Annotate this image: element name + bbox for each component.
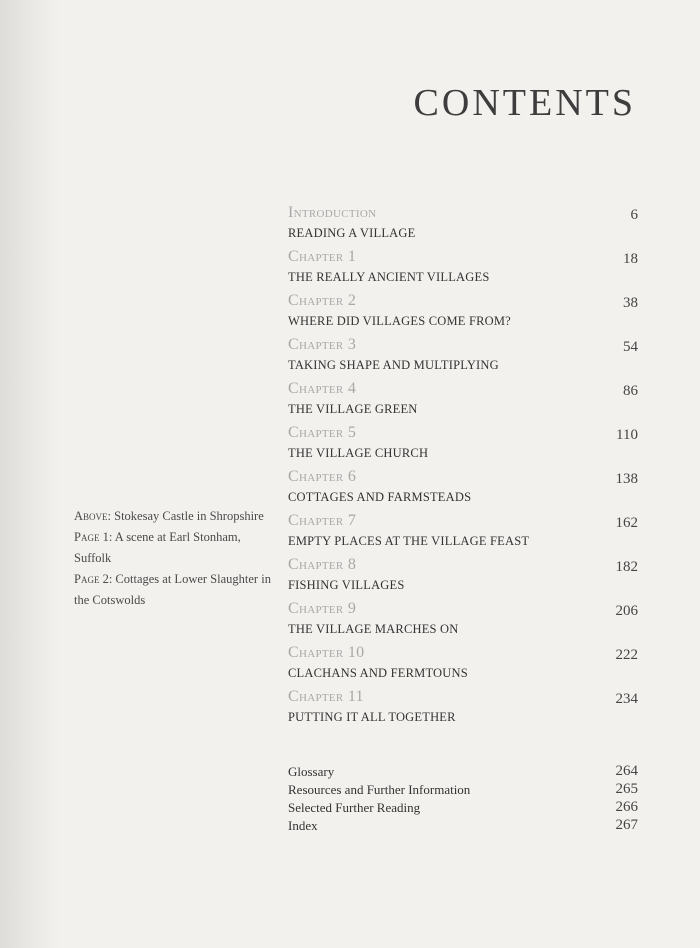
caption-above [74,506,274,527]
back-matter-list [288,764,638,836]
toc-page-number: 222 [615,647,638,663]
caption-label: Above: [74,509,111,523]
caption-page-2 [74,569,274,611]
backmatter-page-number: 265 [615,781,638,797]
toc-heading: Chapter 10 [288,644,365,661]
caption-text: Cottages at Lower Slaughter in the Cotswolds [74,572,271,607]
caption-text: A scene at Earl Stonham, Suffolk [74,530,241,565]
toc-heading: Chapter 1 [288,248,357,265]
toc-heading: Chapter 8 [288,556,357,573]
page-gutter-shadow [0,0,60,948]
toc-page-number: 110 [616,427,638,443]
toc-page-number: 162 [615,515,638,531]
table-of-contents [288,204,638,732]
toc-subtitle: EMPTY PLACES AT THE VILLAGE FEAST [288,534,530,548]
toc-page-number: 18 [623,251,638,267]
toc-subtitle: PUTTING IT ALL TOGETHER [288,710,456,724]
page-title: CONTENTS [413,82,636,125]
toc-entry-chapter-3[interactable] [288,336,638,380]
toc-page-number: 234 [615,691,638,707]
toc-page-number: 138 [615,471,638,487]
toc-entry-chapter-7[interactable] [288,512,638,556]
toc-subtitle: COTTAGES AND FARMSTEADS [288,490,472,504]
toc-subtitle: FISHING VILLAGES [288,578,405,592]
toc-subtitle: WHERE DID VILLAGES COME FROM? [288,314,511,328]
toc-entry-chapter-11[interactable] [288,688,638,732]
toc-subtitle: READING A VILLAGE [288,226,416,240]
toc-subtitle: THE VILLAGE MARCHES ON [288,622,459,636]
backmatter-label: Index [288,818,318,833]
toc-entry-chapter-2[interactable] [288,292,638,336]
toc-heading: Chapter 9 [288,600,357,617]
toc-heading: Chapter 7 [288,512,357,529]
backmatter-page-number: 264 [615,763,638,779]
toc-heading: Chapter 5 [288,424,357,441]
toc-subtitle: THE VILLAGE CHURCH [288,446,429,460]
toc-heading: Introduction [288,204,377,221]
toc-heading: Chapter 4 [288,380,357,397]
toc-entry-chapter-5[interactable] [288,424,638,468]
toc-page-number: 54 [623,339,638,355]
backmatter-page-number: 267 [615,817,638,833]
toc-subtitle: TAKING SHAPE AND MULTIPLYING [288,358,499,372]
toc-entry-chapter-8[interactable] [288,556,638,600]
backmatter-label: Glossary [288,764,335,779]
toc-heading: Chapter 11 [288,688,364,705]
toc-heading: Chapter 2 [288,292,357,309]
toc-entry-chapter-1[interactable] [288,248,638,292]
toc-page-number: 206 [615,603,638,619]
toc-subtitle: CLACHANS AND FERMTOUNS [288,666,468,680]
toc-heading: Chapter 6 [288,468,357,485]
caption-label: Page 2: [74,572,113,586]
backmatter-resources[interactable] [288,782,638,800]
toc-page-number: 86 [623,383,638,399]
toc-heading: Chapter 3 [288,336,357,353]
backmatter-label: Selected Further Reading [288,800,421,815]
backmatter-index[interactable] [288,818,638,836]
caption-label: Page 1: [74,530,113,544]
toc-subtitle: THE VILLAGE GREEN [288,402,418,416]
toc-page-number: 182 [615,559,638,575]
toc-entry-chapter-4[interactable] [288,380,638,424]
toc-page-number: 6 [630,207,638,223]
backmatter-further-reading[interactable] [288,800,638,818]
backmatter-glossary[interactable] [288,764,638,782]
toc-entry-introduction[interactable] [288,204,638,248]
caption-text: Stokesay Castle in Shropshire [111,509,264,523]
toc-entry-chapter-6[interactable] [288,468,638,512]
toc-subtitle: THE REALLY ANCIENT VILLAGES [288,270,490,284]
toc-entry-chapter-9[interactable] [288,600,638,644]
caption-page-1 [74,527,274,569]
toc-page-number: 38 [623,295,638,311]
toc-entry-chapter-10[interactable] [288,644,638,688]
backmatter-page-number: 266 [615,799,638,815]
backmatter-label: Resources and Further Information [288,782,471,797]
photo-captions [74,506,274,611]
